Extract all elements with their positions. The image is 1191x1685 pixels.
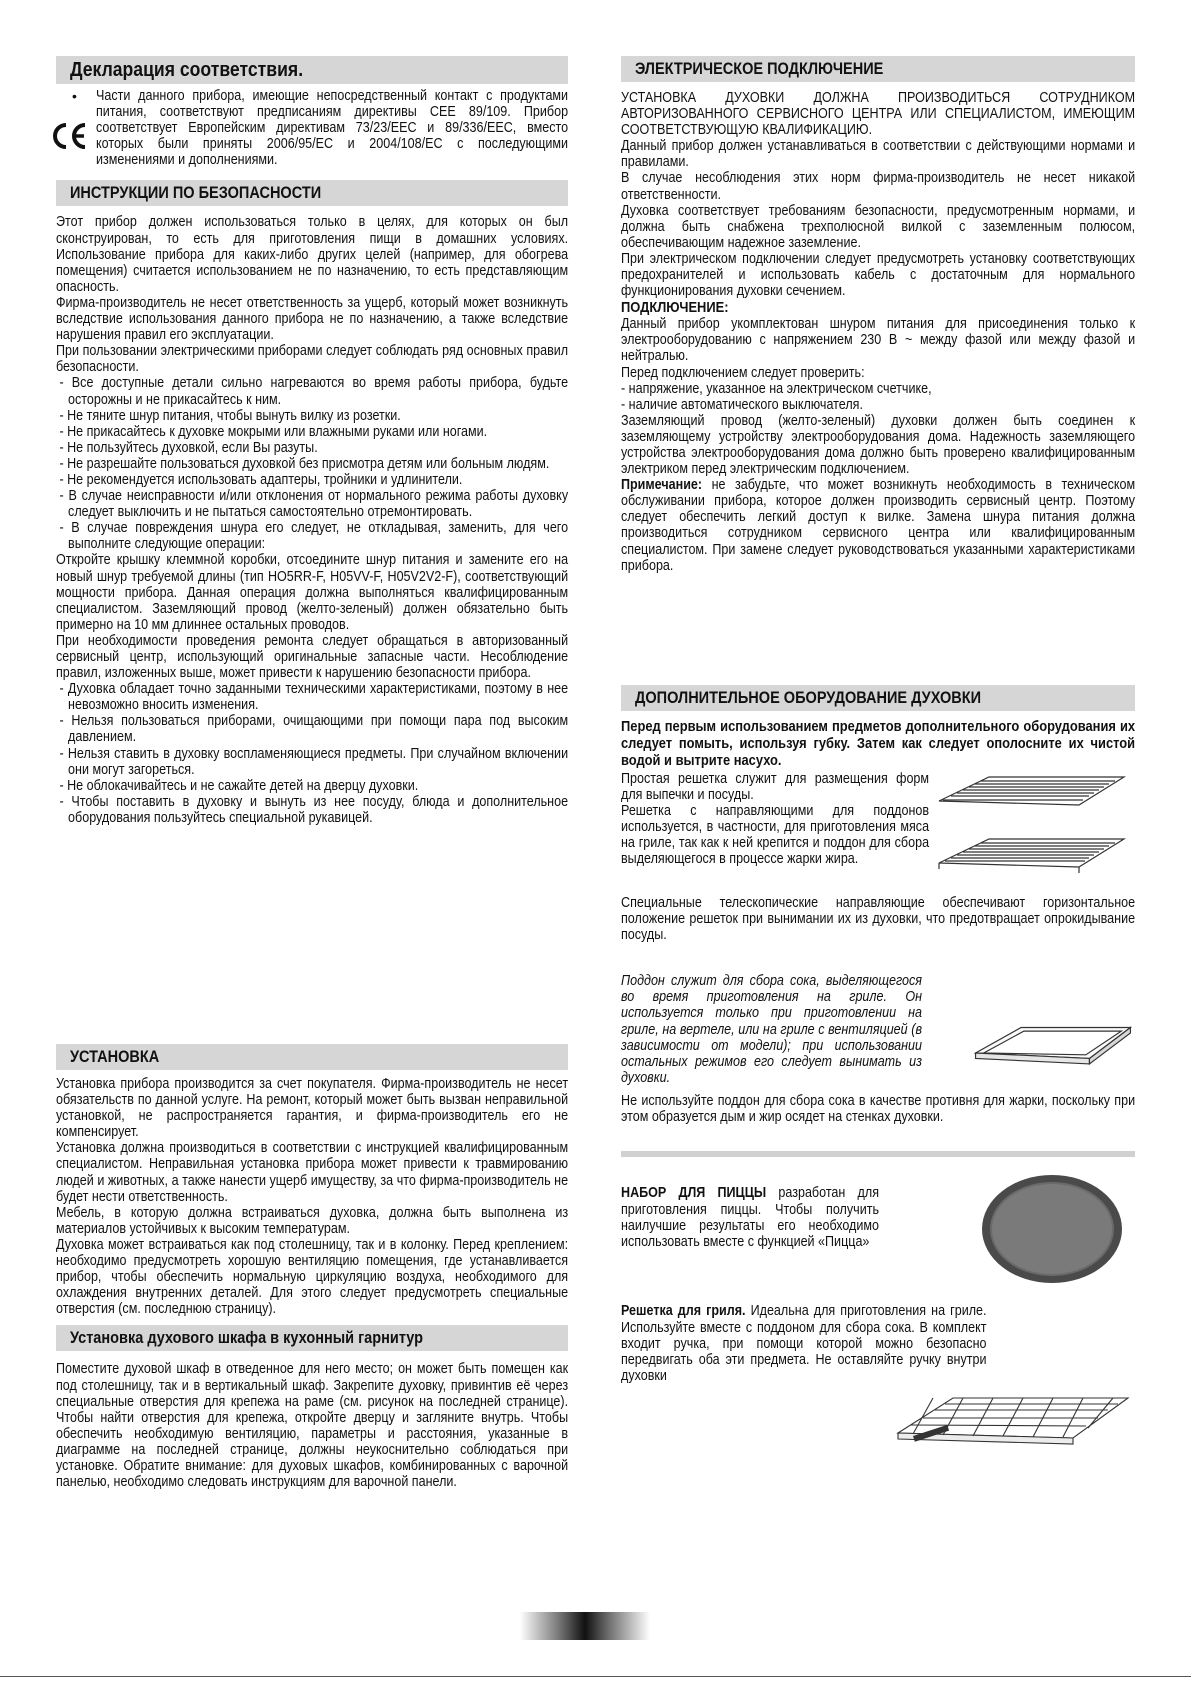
list-item: - Не прикасайтесь к духовке мокрыми или влажными руками или ногами. bbox=[59, 423, 488, 440]
list-item: - Нельзя пользоваться приборами, очищающими при помощи пара под высоким давлением. bbox=[59, 713, 569, 746]
electrical-caps: УСТАНОВКА ДУХОВКИ ДОЛЖНА ПРОИЗВОДИТЬСЯ СОТРУДНИКОМ АВТОРИЗОВАННОГО СЕРВИСНОГО ЦЕНТРА ИЛИ СПЕЦИАЛИСТОМ, ИМЕЮЩИМ СООТВЕТСТВУЮЩУЮ КВАЛИФИКАЦИЮ. bbox=[621, 90, 1136, 139]
safety-list-2 bbox=[56, 681, 568, 826]
wire-rack-illustration bbox=[929, 771, 1129, 891]
electrical-p4: При электрическом подключении следует предусмотреть установку соответствующих предохранителей и использовать кабель с достаточным для нормального функционирования духовки сечением. bbox=[621, 250, 1136, 300]
safety-p4: Откройте крышку клеммной коробки, отсоедините шнур питания и замените его на новый шнур требуемой длины (тип HO5RR-F, H05VV-F, H05V2V2-F), соответствующий мощности прибора. Данная операция должна выполняться квалифицированным специалистом. Заземляющий провод (желто-зеленый) должен обязательно быть примерно на 10 мм длиннее остальных проводов. bbox=[56, 552, 569, 633]
page-number-badge bbox=[520, 1612, 650, 1640]
racks-row bbox=[621, 771, 1135, 891]
pizza-row bbox=[621, 1185, 1135, 1287]
installation-p3: Мебель, в которую должна встраиваться духовка, должна быть выполнена из материалов устойчивых к высоким температурам. bbox=[56, 1204, 569, 1237]
safety-p2: Фирма-производитель не несет ответственность за ущерб, который может возникнуть вследствие использования данного прибора не по назначению, а также вследствие нарушения правил его эксплуатации. bbox=[56, 294, 569, 344]
safety-p1: Этот прибор должен использоваться только в целях, для которых он был сконструирован, то есть для приготовления пищи в домашних условиях. Использование прибора для каких-либо других целей (например, для обогрева помещения) считается использованием не по назначению, то есть представляющим опасность. bbox=[56, 214, 569, 295]
safety-section bbox=[56, 214, 568, 826]
electrical-p1: Данный прибор должен устанавливаться в соответствии с действующими нормами и правилами. bbox=[621, 138, 1136, 171]
list-item: - Не пользуйтесь духовкой, если Вы разуты. bbox=[59, 439, 318, 456]
safety-list-1 bbox=[56, 375, 568, 552]
electrical-p2: В случае несоблюдения этих норм фирма-производитель не несет никакой ответственности. bbox=[621, 170, 1136, 203]
electrical-p6: Перед подключением следует проверить: bbox=[621, 364, 865, 381]
grill-rack-illustration bbox=[893, 1378, 1133, 1474]
left-column bbox=[56, 56, 569, 1491]
list-item: - Не разрешайте пользоваться духовкой без присмотра детям или больным людям. bbox=[59, 455, 550, 472]
safety-p3: При пользовании электрическими приборами следует соблюдать ряд основных правил безопасности. bbox=[56, 343, 569, 376]
installation-p2: Установка должна производиться в соответствии с инструкцией квалифицированным специалистом. Неправильная установка прибора может привести к травмированию людей и животных, а также нанести ущерб имуществу, за что фирма-производитель не будет нести ответственность. bbox=[56, 1140, 569, 1205]
declaration-text: Части данного прибора, имеющие непосредственный контакт с продуктами питания, соответствуют предписаниям директивы CEE 89/109. Прибор соответствует Европейским директивам 73/23/EEC и 89/336/EEC, вместо которых были приняты 2006/95/EC и 2004/108/EC с последующими изменениями и дополнениями. bbox=[96, 88, 569, 169]
cabinet-p1: Поместите духовой шкаф в отведенное для него место; он может быть помещен как под столешницу, так и в вертикальный шкаф. Закрепите духовку, привинтив её через специальные отверстия для крепежа на раме (см. рисунок на последней странице). Чтобы найти отверстия для крепежа, откройте дверцу и загляните внутрь. Чтобы обеспечить необходимую вентиляцию, параметры и расстояния, указанные в диаграмме на последней странице, должны неукоснительно соблюдаться при установке. Обратите внимание: для духовых шкафов, комбинированных с варочной панелью, необходимо следовать инструкциям для варочной панели. bbox=[56, 1361, 569, 1491]
electrical-note bbox=[621, 477, 1135, 574]
note-text: не забудьте, что может возникнуть необходимость в техническом обслуживании прибора, которое должен производить сервисный центр. Поэтому следует обеспечить легкий доступ к вилке. Замена шнура питания должна производиться сотрудником сервисного центра или квалифицированным специалистом. При замене следует руководствоваться указанными характеристиками прибора. bbox=[621, 477, 1136, 574]
list-item: - В случае неисправности и/или отклонения от нормального режима работы духовку следует выключить и не пытаться самостоятельно отремонтировать. bbox=[59, 488, 569, 521]
grill-label: Решетка для гриля. bbox=[621, 1303, 746, 1320]
electrical-p7: - напряжение, указанное на электрическом счетчике, bbox=[621, 380, 932, 397]
pizza-text: НАБОР ДЛЯ ПИЦЦЫ разработан для приготовления пиццы. Чтобы получить наилучшие результаты его необходимо использовать вместе с функцией «Пицца» bbox=[621, 1185, 879, 1250]
telescopic-text: Специальные телескопические направляющие обеспечивают горизонтальное положение решеток при вынимании их из духовки, что предотвращает опрокидывание посуды. bbox=[621, 895, 1136, 944]
tray-row bbox=[621, 973, 1135, 1093]
list-item: - Не облокачивайтесь и не сажайте детей на дверцу духовки. bbox=[59, 777, 419, 794]
pizza-tray-illustration bbox=[977, 1169, 1127, 1287]
electrical-section bbox=[621, 90, 1135, 574]
safety-title: ИНСТРУКЦИИ ПО БЕЗОПАСНОСТИ bbox=[56, 180, 568, 206]
bullet: • bbox=[72, 88, 77, 104]
section-divider bbox=[621, 1151, 1135, 1157]
list-item: - Все доступные детали сильно нагреваются во время работы прибора, будьте осторожны и не прикасайтесь к ним. bbox=[59, 375, 569, 408]
accessories-intro: Перед первым использованием предметов дополнительного оборудования их следует помыть, используя губку. Затем как следует ополосните их чистой водой и вытрите насухо. bbox=[621, 718, 1136, 769]
electrical-p8: - наличие автоматического выключателя. bbox=[621, 396, 863, 413]
grill-text: Решетка для гриля. Идеальна для приготовления на гриле. Используйте вместе с поддоном для сбора сока. В комплект входит ручка, при помощи которой можно безопасно передвигать оба эти предмета. Не оставляйте ручку внутри духовки bbox=[621, 1303, 987, 1384]
electrical-p3: Духовка соответствует требованиям безопасности, предусмотренным нормами, и должна быть снабжена трехполюсной вилкой с заземленным полюсом, обеспечивающим надежное заземление. bbox=[621, 202, 1136, 251]
rack-text: Простая решетка служит для размещения форм для выпечки и посуды. bbox=[621, 771, 930, 804]
electrical-p9: Заземляющий провод (желто-зеленый) духовки должен быть соединен к заземляющему устройству электрооборудования дома. Надежность заземляющего устройства электрооборудования дома должно быть проверено квалифицированным электриком перед электрическим подключением. bbox=[621, 412, 1136, 478]
list-item: - Не тяните шнур питания, чтобы вынуть вилку из розетки. bbox=[59, 407, 401, 424]
right-column bbox=[621, 56, 1136, 1384]
installation-title: УСТАНОВКА bbox=[56, 1044, 568, 1070]
electrical-title: ЭЛЕКТРИЧЕСКОЕ ПОДКЛЮЧЕНИЕ bbox=[621, 56, 1135, 82]
tray-note: Не используйте поддон для сбора сока в качестве противня для жарки, поскольку при этом образуется дым и жир осядет на стенках духовки. bbox=[621, 1093, 1136, 1126]
racks-text bbox=[621, 771, 929, 891]
list-item: - Духовка обладает точно заданными техническими характеристиками, поэтому в нее невозможно вносить изменения. bbox=[59, 681, 569, 714]
grill-rack-block bbox=[621, 1303, 1135, 1473]
connection-subtitle: ПОДКЛЮЧЕНИЕ: bbox=[621, 299, 729, 317]
rack-guides-text: Решетка с направляющими для поддонов используется, в частности, для приготовления мяса на гриле, так как к ней крепится и поддон для сбора выделяющегося в процессе жарки жира. bbox=[621, 803, 930, 868]
pizza-label: НАБОР ДЛЯ ПИЦЦЫ bbox=[621, 1185, 767, 1202]
list-item: - В случае повреждения шнура его следует, не откладывая, заменить, для чего выполните следующие операции: bbox=[59, 520, 569, 553]
cabinet-title: Установка духового шкафа в кухонный гарнитур bbox=[56, 1325, 568, 1351]
declaration-block bbox=[56, 88, 568, 168]
installation-p4: Духовка может встраиваться как под столешницу, так и в колонку. Перед креплением: необходимо предусмотреть хорошую вентиляцию помещения, где устанавливается прибор, чтобы обеспечить нормальную циркуляцию воздуха, необходимого для охлаждения внутренних деталей. Для этого следует предусмотреть специальные отверстия (см. последнюю страницу). bbox=[56, 1236, 569, 1318]
installation-section bbox=[56, 1076, 568, 1490]
accessories-section bbox=[621, 718, 1135, 1474]
list-item: - Чтобы поставить в духовку и вынуть из нее посуду, блюда и дополнительное оборудования пользуйтесь специальной рукавицей. bbox=[59, 793, 569, 826]
tray-italic-text: Поддон служит для сбора сока, выделяющегося во время приготовления на гриле. Он используется только при приготовлении на гриле, на вертеле, или на гриле с вентиляцией (в зависимости от модели); при использовании остальных режимов его следует вынимать из духовки. bbox=[621, 973, 922, 1086]
list-item: - Нельзя ставить в духовку воспламеняющиеся предметы. При случайном включении они могут загореться. bbox=[59, 745, 569, 778]
accessories-title: ДОПОЛНИТЕЛЬНОЕ ОБОРУДОВАНИЕ ДУХОВКИ bbox=[621, 685, 1135, 711]
ce-mark-icon bbox=[50, 122, 88, 150]
installation-p1: Установка прибора производится за счет покупателя. Фирма-производитель не несет обязательств по данной услуге. На ремонт, который может быть вызван неправильной установкой, не распространяется гарантия, и фирма-производитель его не компенсирует. bbox=[56, 1076, 569, 1141]
list-item: - Не рекомендуется использовать адаптеры, тройники и удлинители. bbox=[59, 471, 463, 488]
declaration-title: Декларация соответствия. bbox=[56, 56, 568, 84]
drip-tray-illustration bbox=[971, 1013, 1135, 1093]
electrical-p5: Данный прибор укомплектован шнуром питания для присоединения только к электрооборудованию с напряжением 230 В ~ между фазой или между фазой и нейтралью. bbox=[621, 316, 1136, 365]
bottom-rule bbox=[0, 1676, 1191, 1677]
safety-p5: При необходимости проведения ремонта следует обращаться в авторизованный сервисный центр, использующий оригинальные запасные части. Несоблюдение правил, изложенных выше, может привести к нарушению безопасности прибора. bbox=[56, 632, 569, 682]
note-label: Примечание: bbox=[621, 477, 703, 494]
